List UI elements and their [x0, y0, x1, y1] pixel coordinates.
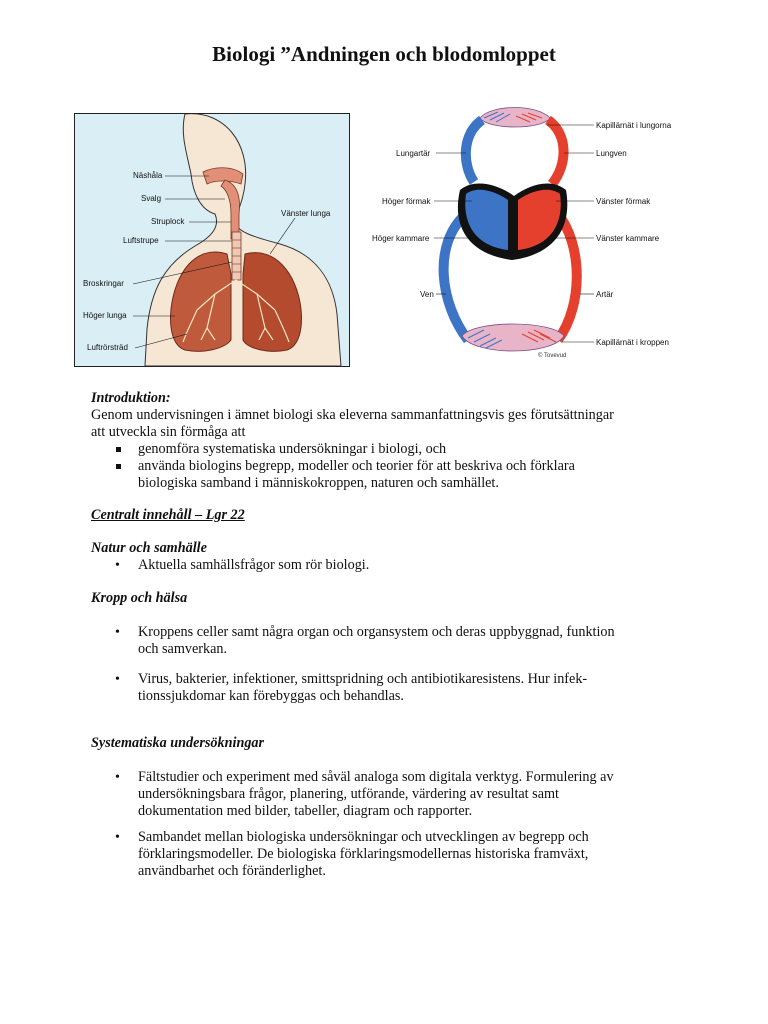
circulation-figure	[362, 104, 692, 366]
list-item: • Kroppens celler samt några organ och organsystem och deras uppbyggnad, funktion och samverkan.	[91, 624, 691, 658]
svg-text:Vänster kammare: Vänster kammare	[596, 234, 660, 243]
svg-text:Kapillärnät i kroppen: Kapillärnät i kroppen	[596, 338, 669, 347]
list-item: genomföra systematiska undersökningar i biologi, och	[91, 441, 691, 458]
intro-text-line: att utveckla sin förmåga att	[91, 424, 246, 440]
svg-text:Luftstrupe: Luftstrupe	[123, 236, 159, 245]
svg-text:Lungartär: Lungartär	[396, 149, 431, 158]
investigations-list	[91, 769, 691, 880]
svg-text:Höger förmak: Höger förmak	[382, 197, 431, 206]
intro-text-line: Genom undervisningen i ämnet biologi ska eleverna sammanfattningsvis ges förutsättningar	[91, 407, 614, 423]
svg-text:kretsloppet: kretsloppet	[480, 147, 517, 156]
svg-text:Vänster förmak: Vänster förmak	[596, 197, 651, 206]
svg-text:Höger lunga: Höger lunga	[83, 311, 127, 320]
intro-heading: Introduktion:	[91, 390, 171, 406]
svg-text:Höger kammare: Höger kammare	[372, 234, 430, 243]
list-item: använda biologins begrepp, modeller och teorier för att beskriva och förklara	[91, 458, 691, 475]
svg-text:Struplock: Struplock	[151, 217, 185, 226]
svg-text:Vänster lunga: Vänster lunga	[281, 209, 331, 218]
list-item: • Virus, bakterier, infektioner, smittspridning och antibiotikaresistens. Hur infek- tionssjukdomar kan förebyggas och behandlas.	[91, 671, 691, 705]
section-heading-body: Kropp och hälsa	[91, 590, 188, 606]
section-heading-nature: Natur och samhälle	[91, 540, 207, 556]
svg-text:kretsloppet: kretsloppet	[486, 307, 523, 316]
svg-text:Ven: Ven	[420, 290, 434, 299]
svg-text:Stora: Stora	[496, 297, 514, 306]
svg-text:Artär: Artär	[596, 290, 614, 299]
list-item: • Sambandet mellan biologiska undersökningar och utvecklingen av begrepp och förklaringsmodeller. De biologiska förklaringsmodellernas historiska framväxt, användbarhet och föränderlighet.	[91, 829, 691, 880]
page-title: Biologi ”Andningen och blodomloppet	[212, 42, 556, 66]
document-body	[91, 390, 691, 880]
list-item: • Fältstudier och experiment med såväl analoga som digitala verktyg. Formulering av undersökningsbara frågor, planering, utförande, värdering av resultat samt dokumentation med bilder, tabeller, diagram och rapporter.	[91, 769, 691, 820]
section-heading-investigations: Systematiska undersökningar	[91, 735, 265, 751]
list-item-continuation: biologiska samband i människokroppen, naturen och samhället.	[138, 475, 499, 491]
svg-text:Lilla: Lilla	[488, 137, 502, 146]
svg-text:© Tovevud: © Tovevud	[538, 353, 567, 359]
svg-text:Kapillärnät i lungorna: Kapillärnät i lungorna	[596, 121, 672, 130]
svg-text:Luftrörsträd: Luftrörsträd	[87, 343, 128, 352]
svg-text:Näshåla: Näshåla	[133, 171, 163, 180]
list-item: • Aktuella samhällsfrågor som rör biologi.	[91, 557, 691, 574]
nature-list	[91, 557, 691, 574]
svg-text:Lungven: Lungven	[596, 149, 627, 158]
respiratory-system-figure	[74, 113, 350, 367]
body-health-list	[91, 624, 691, 705]
svg-text:Svalg: Svalg	[141, 194, 162, 203]
intro-list	[91, 441, 691, 492]
svg-text:Broskringar: Broskringar	[83, 279, 124, 288]
section-heading-central: Centralt innehåll – Lgr 22	[91, 507, 245, 523]
